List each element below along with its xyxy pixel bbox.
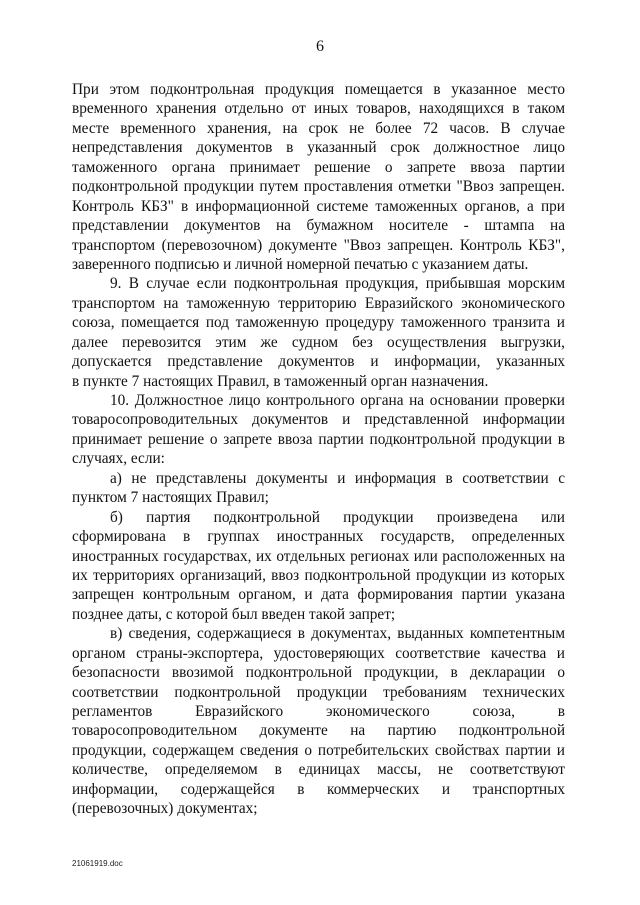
text-line: При этом подконтрольная продукция помещается в указанное место xyxy=(72,81,565,98)
text-line: безопасности ввозимой подконтрольной продукции, в декларации о xyxy=(72,664,565,682)
text-line: в) сведения, содержащиеся в документах, выданных компетентным xyxy=(110,625,565,643)
text-line: органом страны-экспортера, удостоверяющих соответствие качества и xyxy=(72,644,565,662)
text-line: непредставления документов в указанный срок должностное лицо xyxy=(72,139,565,157)
text-line: позднее даты, с которой был введен такой запрет; xyxy=(72,605,396,623)
text-line: товаросопроводительном документе на партию подконтрольной xyxy=(72,722,565,740)
paragraph xyxy=(72,391,565,469)
text-line: транспортом (перевозочном) документе "Ввоз запрещен. Контроль КБЗ", xyxy=(72,236,565,254)
text-line: таможенного органа принимает решение о запрете ввоза партии xyxy=(72,158,565,176)
text-line: запрещен контрольным органом, и дата формирования партии указана xyxy=(72,586,565,604)
text-line: соответствии подконтрольной продукции требованиям технических xyxy=(72,683,565,701)
text-line: иностранных государствах, их отдельных регионах или расположенных на xyxy=(72,547,565,565)
text-line: 10. Должностное лицо контрольного органа на основании проверки xyxy=(110,392,565,409)
text-line: представлении документов на бумажном носителе - штампа на xyxy=(72,217,565,235)
page-number: 6 xyxy=(316,38,324,55)
footer-filename: 21061919.doc xyxy=(72,859,123,868)
text-line: транспортом на таможенную территорию Евразийского экономического xyxy=(72,294,565,312)
text-line: товаросопроводительных документов и представленной информации xyxy=(72,411,565,429)
text-line: регламентов Евразийского экономического союза, в xyxy=(72,703,565,720)
paragraph xyxy=(72,624,565,818)
text-line: заверенного подписью и личной номерной печатью с указанием даты. xyxy=(72,255,529,273)
text-line: пунктом 7 настоящих Правил; xyxy=(72,489,269,507)
text-line: далее перевозится этим же судном без осуществления выгрузки, xyxy=(72,333,565,351)
text-line: союза, помещается под таможенную процедуру таможенного транзита и xyxy=(72,314,565,332)
paragraph xyxy=(72,469,565,508)
text-line: случаях, если: xyxy=(72,450,165,468)
text-line: в пункте 7 настоящих Правил, в таможенный орган назначения. xyxy=(72,372,489,390)
text-line: б) партия подконтрольной продукции произведена или xyxy=(110,508,565,526)
text-line: принимает решение о запрете ввоза партии подконтрольной продукции в xyxy=(72,430,565,448)
text-line: 9. В случае если подконтрольная продукция, прибывшая морским xyxy=(110,275,565,293)
text-line: а) не представлены документы и информация в соответствии с xyxy=(110,469,565,487)
paragraph xyxy=(72,274,565,391)
paragraph xyxy=(72,80,565,274)
text-line: (перевозочных) документах; xyxy=(72,800,258,818)
text-line: сформирована в группах иностранных государств, определенных xyxy=(72,528,565,546)
document-body xyxy=(72,80,565,819)
text-line: Контроль КБЗ" в информационной системе таможенных органов, а при xyxy=(72,197,565,215)
text-line: продукции, содержащем сведения о потребительских свойствах партии и xyxy=(72,741,565,759)
text-line: временного хранения отдельно от иных товаров, находящихся в таком xyxy=(72,100,565,118)
text-line: их территориях организаций, ввоз подконтрольной продукции из которых xyxy=(72,566,565,584)
text-line: допускается представление документов и информации, указанных xyxy=(72,353,565,371)
paragraph xyxy=(72,508,565,625)
text-line: месте временного хранения, на срок не более 72 часов. В случае xyxy=(72,119,565,137)
text-line: информации, содержащейся в коммерческих и транспортных xyxy=(72,780,565,798)
text-line: количестве, определяемом в единицах массы, не соответствуют xyxy=(72,761,565,779)
text-line: подконтрольной продукции путем проставления отметки "Ввоз запрещен. xyxy=(72,178,565,196)
